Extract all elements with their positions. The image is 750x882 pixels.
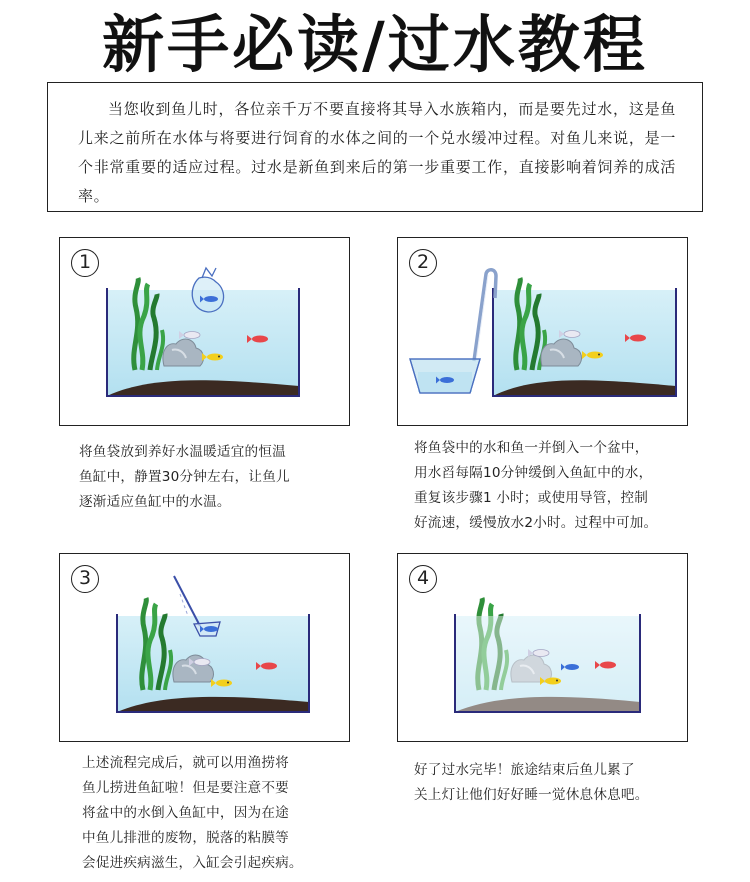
step-1-illustration xyxy=(59,237,350,426)
step-number-1: 1 xyxy=(71,249,99,277)
page-title: 新手必读/过水教程 xyxy=(102,8,648,81)
caption-line: 将盆中的水倒入鱼缸中，因为在途 xyxy=(82,805,289,821)
caption-line: 将鱼袋中的水和鱼一并倒入一个盆中， xyxy=(414,440,649,456)
caption-line: 会促进疾病滋生，入缸会引起疾病。 xyxy=(82,855,303,871)
intro-paragraph: 当您收到鱼儿时，各位亲千万不要直接将其导入水族箱内，而是要先过水，这是鱼儿来之前所在水体与将要进行饲育的水体之间的一个兑水缓冲过程。对鱼儿来说，是一个非常重要的适应过程。过水是新鱼到来后的第一步重要工作，直接影响着饲养的成活率。 xyxy=(47,82,703,212)
caption-line: 好了过水完毕！旅途结束后鱼儿累了 xyxy=(414,762,635,778)
step-number-4: 4 xyxy=(409,565,437,593)
caption-line: 鱼儿捞进鱼缸啦！但是要注意不要 xyxy=(82,780,289,796)
fish-bag xyxy=(192,277,223,312)
tank-resting-scene xyxy=(398,554,689,743)
step-2-illustration xyxy=(397,237,688,426)
tank-with-net-scene xyxy=(60,554,351,743)
caption-line: 鱼缸中，静置30分钟左右，让鱼儿 xyxy=(79,469,290,485)
tank-with-basin-scene xyxy=(398,238,689,427)
caption-line: 将鱼袋放到养好水温暖适宜的恒温 xyxy=(79,444,286,460)
step-1-caption xyxy=(79,440,290,515)
caption-line: 好流速，缓慢放水2小时。过程中可加。 xyxy=(414,515,658,531)
caption-line: 关上灯让他们好好睡一觉休息休息吧。 xyxy=(414,787,649,803)
caption-line: 重复该步骤1 小时；或使用导管，控制 xyxy=(414,490,649,506)
caption-line: 中鱼儿排泄的废物，脱落的粘膜等 xyxy=(82,830,289,846)
step-2-caption xyxy=(414,436,657,536)
bag-knot xyxy=(202,268,216,278)
step-number-2: 2 xyxy=(409,249,437,277)
step-4-illustration xyxy=(397,553,688,742)
caption-line: 用水舀每隔10分钟缓倒入鱼缸中的水， xyxy=(414,465,653,481)
caption-line: 上述流程完成后，就可以用渔捞将 xyxy=(82,755,289,771)
step-number-3: 3 xyxy=(71,565,99,593)
caption-line: 逐渐适应鱼缸中的水温。 xyxy=(79,494,231,510)
step-3-caption xyxy=(82,751,303,876)
step-4-caption xyxy=(414,758,649,808)
step-3-illustration xyxy=(59,553,350,742)
tank-with-bag-scene xyxy=(60,238,351,427)
